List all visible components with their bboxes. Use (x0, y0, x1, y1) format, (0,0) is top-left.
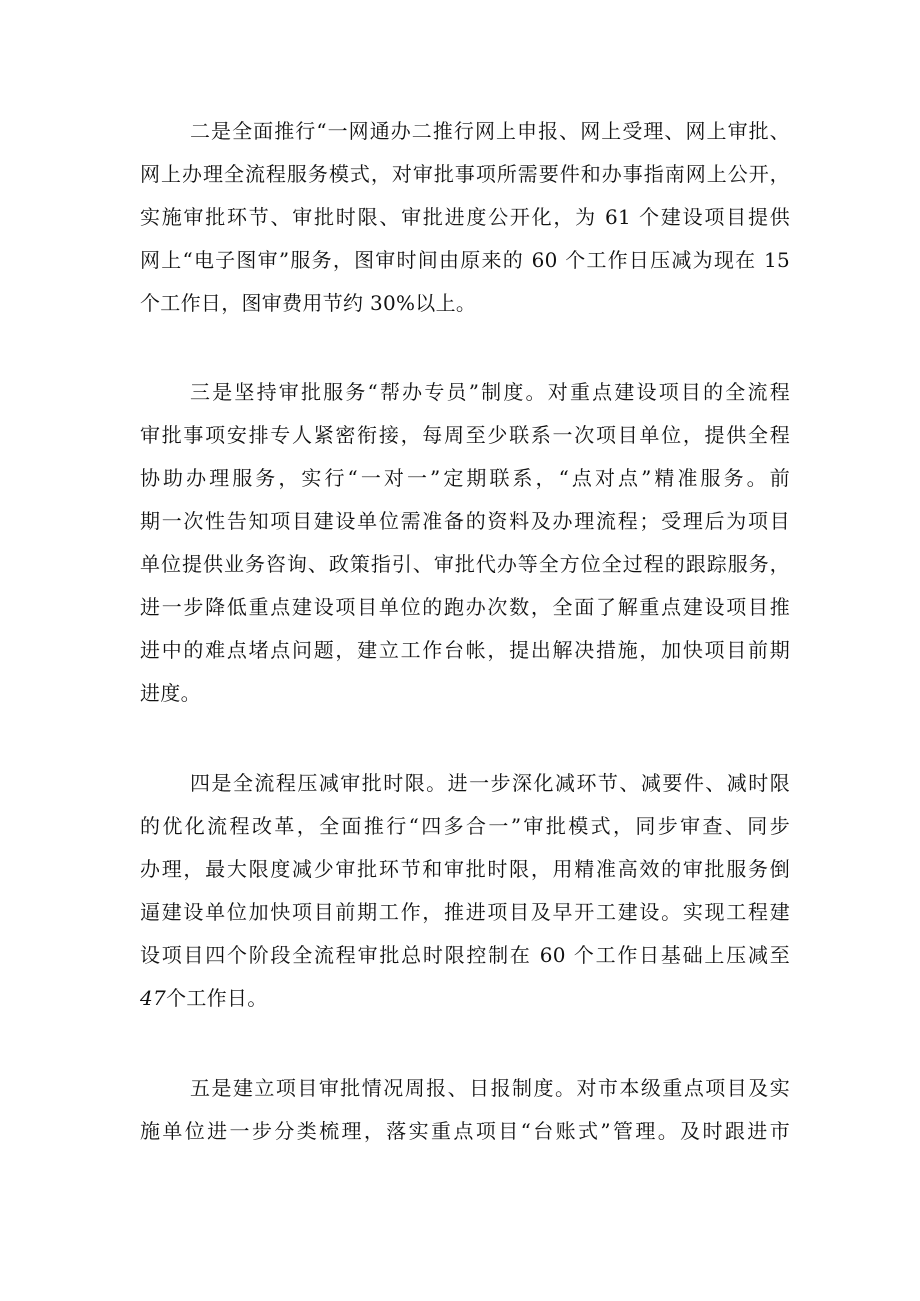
paragraph-assistant-service (140, 371, 790, 715)
text-line: 进一步降低重点建设项目单位的跑办次数，全面了解重点建设项目推 (140, 595, 790, 619)
text-line: 施单位进一步分类梳理，落实重点项目“台账式”管理。及时跟进市 (140, 1119, 790, 1143)
text-line: 协助办理服务，实行“一对一”定期联系，“点对点”精准服务。前 (140, 466, 790, 490)
text-line: 办理，最大限度减少审批环节和审批时限，用精准高效的审批服务倒 (140, 857, 790, 881)
paragraph-time-reduction (140, 762, 790, 1020)
text-line: 二是全面推行“一网通办二推行网上申报、网上受理、网上审批、 (190, 119, 790, 143)
text-line: 设项目四个阶段全流程审批总时限控制在 60 个工作日基础上压减至 (140, 943, 790, 967)
text-line: 进中的难点堵点问题，建立工作台帐，提出解决措施，加快项目前期 (140, 638, 790, 662)
text-line: 逼建设单位加快项目前期工作，推进项目及早开工建设。实现工程建 (140, 900, 790, 924)
text-line (140, 977, 790, 1020)
text-line: 网上“电子图审”服务，图审时间由原来的 60 个工作日压减为现在 15 (140, 248, 790, 272)
paragraph-weekly-report (140, 1067, 790, 1153)
paragraph-online-approval (140, 110, 790, 325)
text-line: 期一次性告知项目建设单位需准备的资料及办理流程；受理后为项目 (140, 509, 790, 533)
text-line: 实施审批环节、审批时限、审批进度公开化，为 61 个建设项目提供 (140, 205, 790, 229)
italic-number: 47 (140, 986, 167, 1010)
text-line: 的优化流程改革，全面推行“四多合一”审批模式，同步审查、同步 (140, 814, 790, 838)
text-fragment: 个工作日。 (166, 986, 268, 1010)
text-line: 个工作日，图审费用节约 30%以上。 (140, 291, 477, 315)
text-line: 四是全流程压减审批时限。进一步深化减环节、减要件、减时限 (190, 771, 790, 795)
text-line: 网上办理全流程服务模式，对审批事项所需要件和办事指南网上公开， (140, 162, 790, 186)
text-line: 审批事项安排专人紧密衔接，每周至少联系一次项目单位，提供全程 (140, 423, 790, 447)
text-line: 进度。 (140, 681, 201, 705)
text-line: 单位提供业务咨询、政策指引、审批代办等全方位全过程的跟踪服务， (140, 552, 790, 576)
text-line: 五是建立项目审批情况周报、日报制度。对市本级重点项目及实 (190, 1076, 790, 1100)
text-line: 三是坚持审批服务“帮办专员”制度。对重点建设项目的全流程 (190, 380, 790, 404)
